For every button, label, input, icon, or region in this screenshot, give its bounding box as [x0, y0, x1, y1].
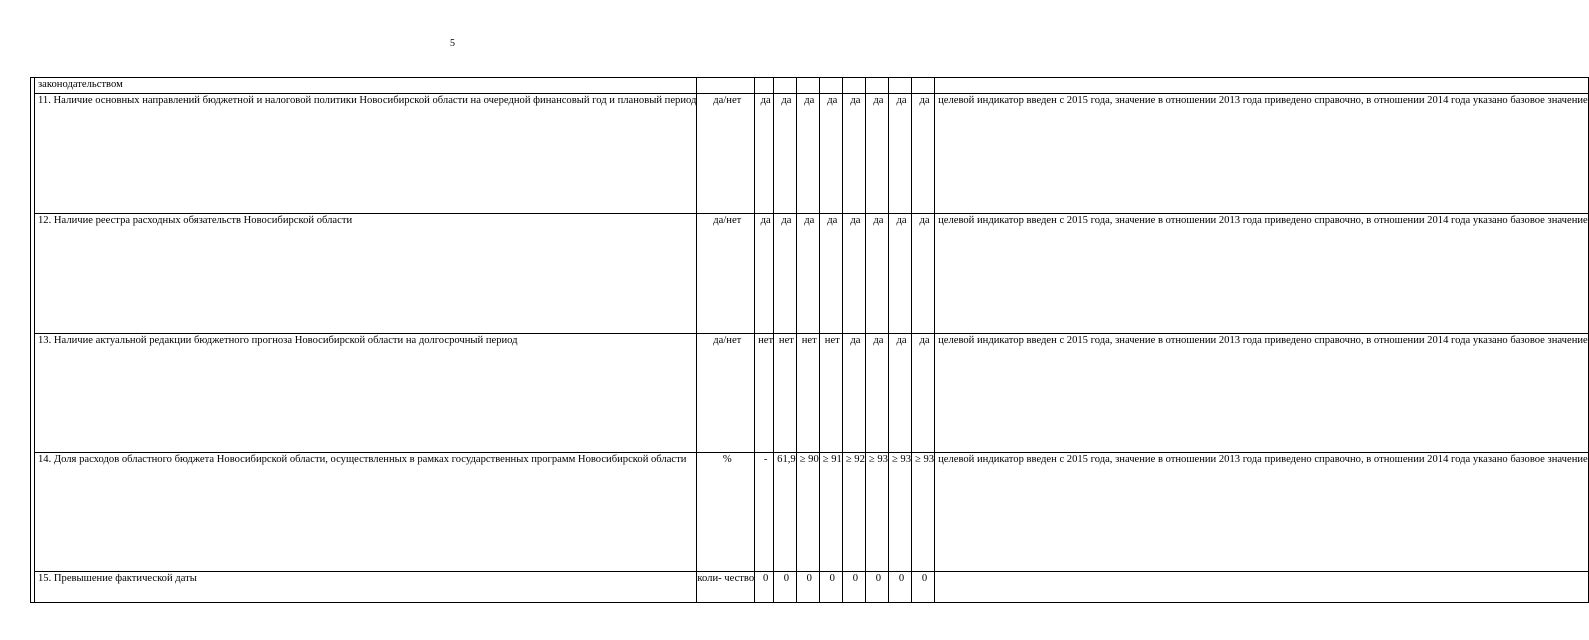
note-cell: целевой индикатор введен с 2015 года, значение в отношении 2013 года приведено справочно, в отношении 2014 года указано базовое значение [935, 452, 1589, 571]
note-cell [935, 571, 1589, 602]
value-cell: ≥ 93 [888, 452, 911, 571]
value-cell: да [842, 213, 865, 333]
value-cell: - [755, 452, 774, 571]
value-cell: 0 [888, 571, 911, 602]
value-cell: да [796, 213, 819, 333]
value-cell: да [819, 93, 842, 213]
indicator-name-cell: 13. Наличие актуальной редакции бюджетного прогноза Новосибирской области на долгосрочный период [35, 333, 697, 452]
value-cell: да [755, 93, 774, 213]
value-cell: ≥ 93 [865, 452, 888, 571]
table-row [31, 571, 1589, 602]
unit-cell: % [697, 452, 755, 571]
value-cell: да [888, 333, 911, 452]
value-cell: да [912, 93, 935, 213]
value-cell: 61,9 [774, 452, 797, 571]
unit-cell: коли- чество [697, 571, 755, 602]
value-cell: 0 [819, 571, 842, 602]
value-cell: 0 [865, 571, 888, 602]
value-cell: да [865, 213, 888, 333]
indicators-table [30, 77, 1589, 603]
table-row-header-fragment [31, 78, 1589, 94]
value-cell: 0 [842, 571, 865, 602]
value-cell: да [912, 333, 935, 452]
indicator-name-cell: законодательством [35, 78, 697, 94]
value-cell: да [819, 213, 842, 333]
unit-cell: да/нет [697, 93, 755, 213]
value-cell: 0 [774, 571, 797, 602]
value-cell: да [796, 93, 819, 213]
value-cell: да [912, 213, 935, 333]
indicator-name-cell: 15. Превышение фактической даты [35, 571, 697, 602]
page-number: 5 [450, 38, 455, 49]
value-cell: да [842, 93, 865, 213]
value-cell: да [865, 93, 888, 213]
indicator-name-cell: 14. Доля расходов областного бюджета Новосибирской области, осуществленных в рамках государственных программ Новосибирской области [35, 452, 697, 571]
value-cell: нет [774, 333, 797, 452]
table-row [31, 452, 1589, 571]
value-cell: ≥ 92 [842, 452, 865, 571]
value-cell: да [842, 333, 865, 452]
value-cell: нет [819, 333, 842, 452]
value-cell: да [888, 93, 911, 213]
value-cell: да [774, 213, 797, 333]
unit-cell: да/нет [697, 333, 755, 452]
value-cell: 0 [755, 571, 774, 602]
table-row [31, 213, 1589, 333]
indicator-name-cell: 12. Наличие реестра расходных обязательств Новосибирской области [35, 213, 697, 333]
value-cell: да [888, 213, 911, 333]
value-cell: ≥ 91 [819, 452, 842, 571]
value-cell: нет [755, 333, 774, 452]
note-cell: целевой индикатор введен с 2015 года, значение в отношении 2013 года приведено справочно, в отношении 2014 года указано базовое значение [935, 213, 1589, 333]
value-cell: да [774, 93, 797, 213]
indicator-name-cell: 11. Наличие основных направлений бюджетной и налоговой политики Новосибирской области на очередной финансовый год и плановый период [35, 93, 697, 213]
value-cell: ≥ 93 [912, 452, 935, 571]
unit-cell: да/нет [697, 213, 755, 333]
table-row [31, 93, 1589, 213]
value-cell: да [755, 213, 774, 333]
value-cell: нет [796, 333, 819, 452]
note-cell: целевой индикатор введен с 2015 года, значение в отношении 2013 года приведено справочно, в отношении 2014 года указано базовое значение [935, 333, 1589, 452]
value-cell: 0 [912, 571, 935, 602]
value-cell: ≥ 90 [796, 452, 819, 571]
note-cell: целевой индикатор введен с 2015 года, значение в отношении 2013 года приведено справочно, в отношении 2014 года указано базовое значение [935, 93, 1589, 213]
value-cell: 0 [796, 571, 819, 602]
table-row [31, 333, 1589, 452]
value-cell: да [865, 333, 888, 452]
